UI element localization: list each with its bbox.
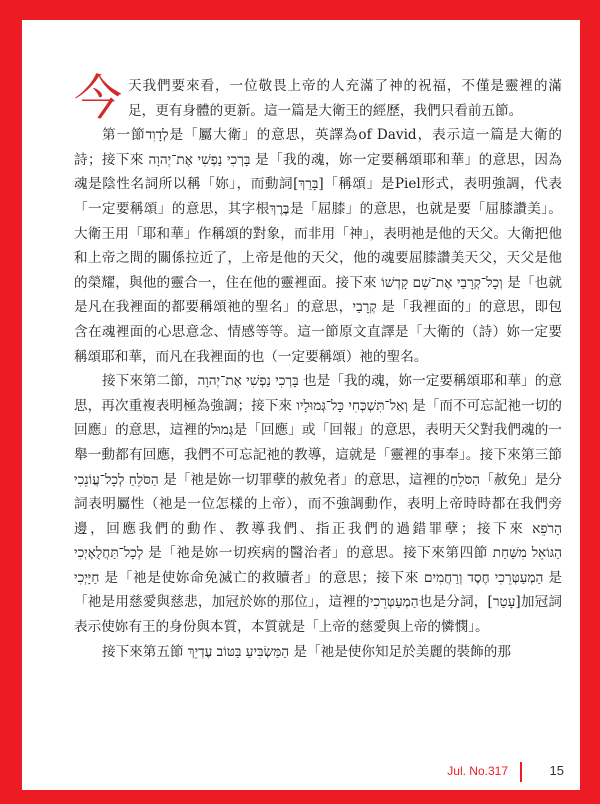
paragraph-text: 天我們要來看，一位敬畏上帝的人充滿了神的祝福，不僅是靈裡的滿足，更有身體的更新。這一篇是大衛王的經歷，我們只看前五節。	[128, 78, 562, 119]
paragraph: 接下來第五節 הַמַּשְׂבִּיעַ בַּטּוֹב עֶדְיֵךְ 是「祂是使你知足於美麗的裝飾的那	[102, 643, 511, 660]
page-footer	[22, 750, 580, 790]
page-number: 15	[549, 763, 564, 778]
page	[22, 20, 580, 790]
paragraph	[74, 70, 562, 126]
paragraph: 接下來第二節，בָּרְכִי נַפְשִׁי אֶת־יְהוָה 也是「我的魂，妳一定要稱頌耶和華」的意思，再次重複表明極為強調；接下來 וְאַל־תִּשְׁכְּחִי כָּל־גְּמוּלָיו 是「而不可忘記祂一切的回應」的意思，這裡的גְּמוּל是「回應」或「回報」的意思，表明天父對我們魂的一舉一動都有回應，我們不可忘記祂的教導，這就是「靈裡的事奉」。接下來第三節 הַסֹּלֵחַ לְכָל־עֲוֹנֵכִי 是「祂是妳一切罪孽的赦免者」的意思，這裡的הַסֹּלֵחַ「赦免」是分詞表明屬性（祂是一位怎樣的上帝），而不強調動作，表明上帝時時都在我們旁邊，回應我們的動作、教導我們、指正我們的過錯罪孽；接下來 הָרֹפֵא לְכָל־תַּחֲלֻאָיְכִי 是「祂是妳一切疾病的醫治者」的意思。接下來第四節 הַגּוֹאֵל מִשַּׁחַת חַיָּיְכִי 是「祂是使妳命免滅亡的救贖者」的意思；接下來 הַמְעַטְּרֵכִי חֶסֶד וְרַחֲמִים 是「祂是用慈愛與慈悲，加冠於妳的那位」，這裡的הַמְעַטְּרֵכִי也是分詞，[עָטַר]加冠詞表示使妳有王的身份與本質，本質就是「上帝的慈愛與上帝的憐憫」。	[74, 373, 563, 636]
issue-label: Jul. No.317	[447, 764, 508, 778]
dropcap: 今	[74, 70, 123, 126]
article-body	[74, 70, 563, 664]
paragraph: 第一節לְדָוִד是「屬大衛」的意思，英譯為of David，表示這一篇是大衛的詩；接下來 בָּרְכִי נַפְשִׁי אֶת־יְהוָה 是「我的魂，妳一定要稱頌耶和華」的意思，因為魂是陰性名詞所以稱「妳」，而動詞[בָּרַךְ]「稱頌」是Piel形式，表明強調，代表「一定要稱頌」的意思，其字根בֶּרֶךְ是「屈膝」的意思，也就是要「屈膝讚美」。大衛王用「耶和華」作稱頌的對象，而非用「神」，表明祂是他的天父。大衛把他和上帝之間的關係拉近了，上帝是他的天父，他的魂要屈膝讚美天父，天父是他的榮耀，與他的靈合一，住在他的靈裡面。接下來 וְכָל־קְרָבַי אֶת־שֵׁם קָדְשׁוֹ 是「也就是凡在我裡面的都要稱頌祂的聖名」的意思，קְרָבַי 是「我裡面的」的意思，即包含在魂裡面的心思意念、情感等等。這一節原文直譯是「大衛的（詩）妳一定要稱頌耶和華，而凡在我裡面的也（一定要稱頌）祂的聖名。	[74, 127, 562, 365]
footer-divider	[520, 762, 522, 782]
